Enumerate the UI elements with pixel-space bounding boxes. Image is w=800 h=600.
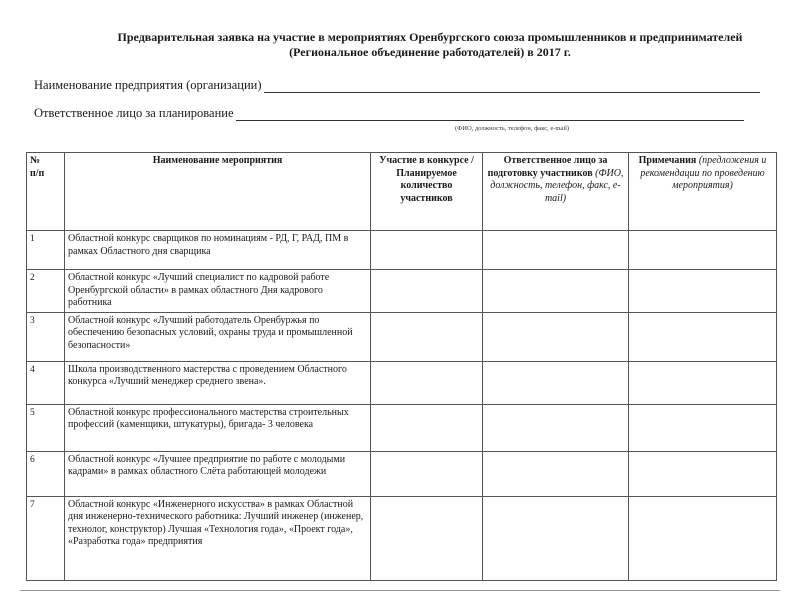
row-number: 7 [27,496,65,580]
notes-cell[interactable] [629,361,777,404]
participation-cell[interactable] [371,404,483,451]
page-bottom-divider [20,590,780,591]
table-row [27,361,777,404]
responsible-cell[interactable] [483,404,629,451]
row-number: 4 [27,361,65,404]
responsible-cell[interactable] [483,451,629,496]
table-row [27,231,777,270]
num-abbrev: п/п [30,167,45,179]
notes-header-bold: Примечания [638,155,697,166]
notes-cell[interactable] [629,451,777,496]
notes-cell[interactable] [629,312,777,361]
table-row [27,496,777,580]
num-symbol: № [30,155,41,166]
participation-cell[interactable] [371,312,483,361]
event-name: Областной конкурс «Лучшее предприятие по работе с молодыми кадрами» в рамках областного Слёта работающей молодежи [65,451,371,496]
event-name: Областной конкурс «Лучший работодатель Оренбуржья по обеспечению безопасных условий, охраны труда и промышленной безопасности» [65,312,371,361]
title-line-2: (Региональное объединение работодателей) в 2017 г. [289,45,571,59]
event-name: Областной конкурс «Инженерного искусства» в рамках Областной дня инженерно-технического работника: Лучший инженер (инженер, технолог, конструктор) Лучшая «Технология года», «Проект года», «Разработка года» предприятия [65,496,371,580]
row-number: 2 [27,270,65,313]
row-number: 6 [27,451,65,496]
title-line-1: Предварительная заявка на участие в мероприятиях Оренбургского союза промышленников и предпринимателей [117,30,743,44]
table-row [27,270,777,313]
responsible-header-italic: (ФИО, должность, телефон, факс, e-mail) [490,167,624,204]
org-name-blank[interactable] [264,80,760,93]
row-number: 5 [27,404,65,451]
col-responsible-header [483,153,629,231]
responsible-header-bold: Ответственное лицо за подготовку участников [487,155,608,179]
responsible-cell[interactable] [483,361,629,404]
notes-cell[interactable] [629,231,777,270]
planning-person-blank[interactable] [236,108,745,121]
responsible-cell[interactable] [483,231,629,270]
org-name-label: Наименование предприятия (организации) [34,78,262,92]
participation-cell[interactable] [371,361,483,404]
notes-header-italic: (предложения и рекомендации по проведению мероприятия) [640,155,767,191]
row-number: 3 [27,312,65,361]
event-name: Школа производственного мастерства с проведением Областного конкурса «Лучший менеджер среднего звена». [65,361,371,404]
notes-cell[interactable] [629,496,777,580]
participation-cell[interactable] [371,231,483,270]
planning-person-label: Ответственное лицо за планирование [34,106,234,120]
event-name: Областной конкурс сварщиков по номинациям - РД, Г, РАД, ПМ в рамках Областного дня сварщика [65,231,371,270]
planning-person-hint: (ФИО, должность, телефон, факс, e-mail) [455,125,570,132]
col-num-header [27,153,65,231]
events-table [26,152,777,581]
responsible-cell[interactable] [483,312,629,361]
table-row [27,451,777,496]
responsible-cell[interactable] [483,496,629,580]
participation-cell[interactable] [371,496,483,580]
event-name: Областной конкурс профессионального мастерства строительных профессий (каменщики, штукатуры), бригада- 3 человека [65,404,371,451]
org-name-field [34,78,760,93]
notes-cell[interactable] [629,270,777,313]
event-name: Областной конкурс «Лучший специалист по кадровой работе Оренбургской области» в рамках областного Дня кадрового работника [65,270,371,313]
table-row [27,312,777,361]
notes-cell[interactable] [629,404,777,451]
participation-cell[interactable] [371,270,483,313]
col-name-header: Наименование мероприятия [65,153,371,231]
row-number: 1 [27,231,65,270]
table-header-row [27,153,777,231]
col-participation-header: Участие в конкурсе / Планируемое количество участников [371,153,483,231]
table-row [27,404,777,451]
col-notes-header [629,153,777,231]
responsible-cell[interactable] [483,270,629,313]
document-title [70,30,790,60]
participation-cell[interactable] [371,451,483,496]
planning-person-field [34,106,744,121]
